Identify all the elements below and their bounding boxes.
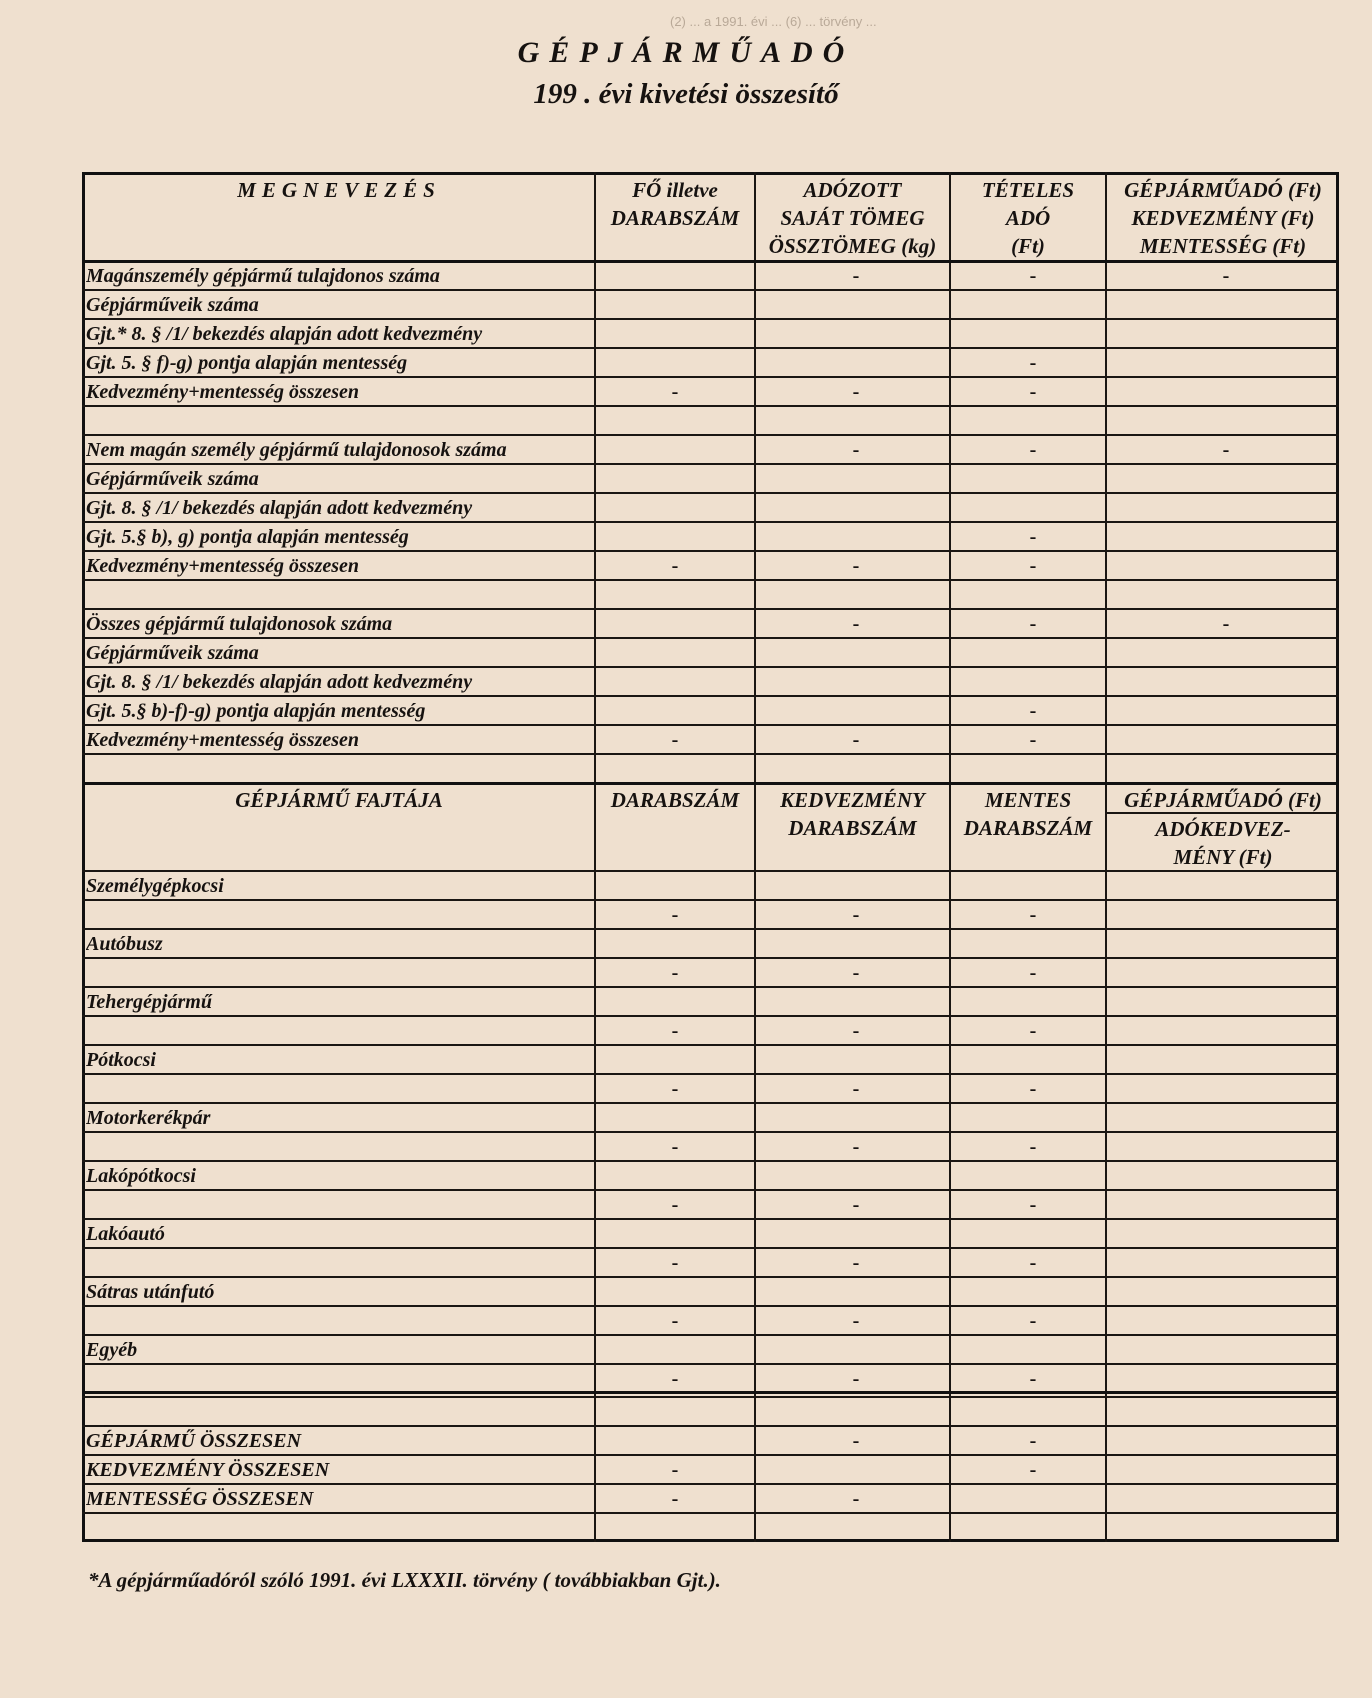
not-applicable-dash: -: [852, 613, 860, 635]
not-applicable-dash: -: [1029, 1194, 1037, 1216]
not-applicable-dash: -: [1029, 904, 1037, 926]
row-label: Gjt.* 8. § /1/ bekezdés alapján adott kedvezmény: [86, 323, 483, 345]
not-applicable-dash: -: [671, 1459, 679, 1481]
row-label: Gépjárműveik száma: [86, 294, 259, 316]
not-applicable-dash: -: [852, 904, 860, 926]
not-applicable-dash: -: [852, 265, 860, 287]
row-label: Gépjárműveik száma: [86, 468, 259, 490]
total-label: MENTESSÉG ÖSSZESEN: [86, 1488, 314, 1510]
not-applicable-dash: -: [671, 1368, 679, 1390]
not-applicable-dash: -: [1029, 265, 1037, 287]
not-applicable-dash: -: [671, 1020, 679, 1042]
vehicle-type-label: Autóbusz: [86, 933, 163, 955]
page-title: GÉPJÁRMŰADÓ: [517, 36, 855, 69]
totals-divider: [82, 1391, 1339, 1394]
header-adozott-tomeg: ADÓZOTT SAJÁT TÖMEG ÖSSZTÖMEG (kg): [768, 178, 937, 258]
not-applicable-dash: -: [852, 1310, 860, 1332]
not-applicable-dash: -: [1029, 962, 1037, 984]
footnote: *A gépjárműadóról szóló 1991. évi LXXXII. törvény ( továbbiakban Gjt.).: [88, 1568, 721, 1592]
header-fo-darabszam: FŐ illetve DARABSZÁM: [610, 178, 740, 230]
not-applicable-dash: -: [1029, 1136, 1037, 1158]
not-applicable-dash: -: [1029, 1252, 1037, 1274]
total-label: GÉPJÁRMŰ ÖSSZESEN: [86, 1430, 302, 1452]
not-applicable-dash: -: [852, 729, 860, 751]
not-applicable-dash: -: [852, 555, 860, 577]
not-applicable-dash: -: [1029, 1020, 1037, 1042]
header-teteles-ado: TÉTELES ADÓ (Ft): [981, 178, 1075, 258]
header-kedvezmeny-darabszam: KEDVEZMÉNY DARABSZÁM: [780, 788, 925, 840]
not-applicable-dash: -: [1029, 1459, 1037, 1481]
not-applicable-dash: -: [671, 904, 679, 926]
not-applicable-dash: -: [1029, 729, 1037, 751]
header-gepjarmuado-kedvezmeny: GÉPJÁRMŰADÓ (Ft) KEDVEZMÉNY (Ft) MENTESSÉG (Ft): [1124, 178, 1322, 258]
header-darabszam: DARABSZÁM: [610, 788, 740, 812]
not-applicable-dash: -: [671, 1078, 679, 1100]
row-label: Gjt. 5. § f)-g) pontja alapján mentesség: [86, 352, 408, 374]
not-applicable-dash: -: [852, 962, 860, 984]
row-label: Kedvezmény+mentesség összesen: [86, 555, 360, 577]
not-applicable-dash: -: [852, 1136, 860, 1158]
row-label: Magánszemély gépjármű tulajdonos száma: [86, 265, 440, 287]
row-label: Gépjárműveik száma: [86, 642, 259, 664]
row-label: Gjt. 8. § /1/ bekezdés alapján adott kedvezmény: [86, 497, 473, 519]
not-applicable-dash: -: [852, 1020, 860, 1042]
row-label: Kedvezmény+mentesség összesen: [86, 729, 360, 751]
vehicle-type-label: Lakópótkocsi: [86, 1165, 196, 1187]
section-divider: [82, 782, 1339, 785]
vehicle-type-label: Sátras utánfutó: [86, 1281, 215, 1303]
not-applicable-dash: -: [1029, 526, 1037, 548]
header-gepjarmuado-ft: GÉPJÁRMŰADÓ (Ft): [1124, 788, 1322, 812]
not-applicable-dash: -: [671, 962, 679, 984]
not-applicable-dash: -: [671, 729, 679, 751]
not-applicable-dash: -: [1029, 381, 1037, 403]
vehicle-type-label: Lakóautó: [86, 1223, 165, 1245]
not-applicable-dash: -: [671, 381, 679, 403]
header-gepjarmu-fajtaja: GÉPJÁRMŰ FAJTÁJA: [235, 788, 443, 812]
not-applicable-dash: -: [852, 1194, 860, 1216]
row-divider: [82, 1396, 1339, 1398]
not-applicable-dash: -: [1222, 439, 1230, 461]
not-applicable-dash: -: [1222, 613, 1230, 635]
not-applicable-dash: -: [852, 1430, 860, 1452]
not-applicable-dash: -: [1029, 1310, 1037, 1332]
row-label: Kedvezmény+mentesség összesen: [86, 381, 360, 403]
not-applicable-dash: -: [1222, 265, 1230, 287]
not-applicable-dash: -: [852, 1368, 860, 1390]
row-label: Nem magán személy gépjármű tulajdonosok száma: [86, 439, 507, 461]
vehicle-type-label: Személygépkocsi: [86, 875, 224, 897]
header-adokedvezmeny-ft: ADÓKEDVEZ- MÉNY (Ft): [1155, 817, 1291, 869]
not-applicable-dash: -: [671, 1252, 679, 1274]
not-applicable-dash: -: [1029, 1078, 1037, 1100]
not-applicable-dash: -: [671, 1310, 679, 1332]
not-applicable-dash: -: [1029, 352, 1037, 374]
not-applicable-dash: -: [1029, 700, 1037, 722]
header-megnevezes: MEGNEVEZÉS: [237, 178, 441, 202]
total-label: KEDVEZMÉNY ÖSSZESEN: [86, 1459, 330, 1481]
not-applicable-dash: -: [852, 1252, 860, 1274]
row-label: Gjt. 5.§ b)-f)-g) pontja alapján mentesség: [86, 700, 426, 722]
not-applicable-dash: -: [852, 1078, 860, 1100]
not-applicable-dash: -: [852, 381, 860, 403]
vehicle-type-label: Tehergépjármű: [86, 991, 212, 1013]
vehicle-type-label: Pótkocsi: [86, 1049, 156, 1071]
not-applicable-dash: -: [1029, 1430, 1037, 1452]
not-applicable-dash: -: [1029, 613, 1037, 635]
page-subtitle: 199 . évi kivetési összesítő: [533, 78, 839, 110]
vehicle-type-label: Motorkerékpár: [86, 1107, 211, 1129]
not-applicable-dash: -: [1029, 439, 1037, 461]
vehicle-type-label: Egyéb: [86, 1339, 138, 1361]
not-applicable-dash: -: [1029, 555, 1037, 577]
row-label: Összes gépjármű tulajdonosok száma: [86, 613, 393, 635]
not-applicable-dash: -: [671, 1136, 679, 1158]
not-applicable-dash: -: [671, 555, 679, 577]
not-applicable-dash: -: [671, 1488, 679, 1510]
not-applicable-dash: -: [852, 439, 860, 461]
not-applicable-dash: -: [852, 1488, 860, 1510]
header-mentes-darabszam: MENTES DARABSZÁM: [963, 788, 1093, 840]
row-label: Gjt. 8. § /1/ bekezdés alapján adott kedvezmény: [86, 671, 473, 693]
bleed-through-text: (2) ... a 1991. évi ... (6) ... törvény ...: [670, 14, 877, 29]
not-applicable-dash: -: [671, 1194, 679, 1216]
row-label: Gjt. 5.§ b), g) pontja alapján mentesség: [86, 526, 409, 548]
not-applicable-dash: -: [1029, 1368, 1037, 1390]
